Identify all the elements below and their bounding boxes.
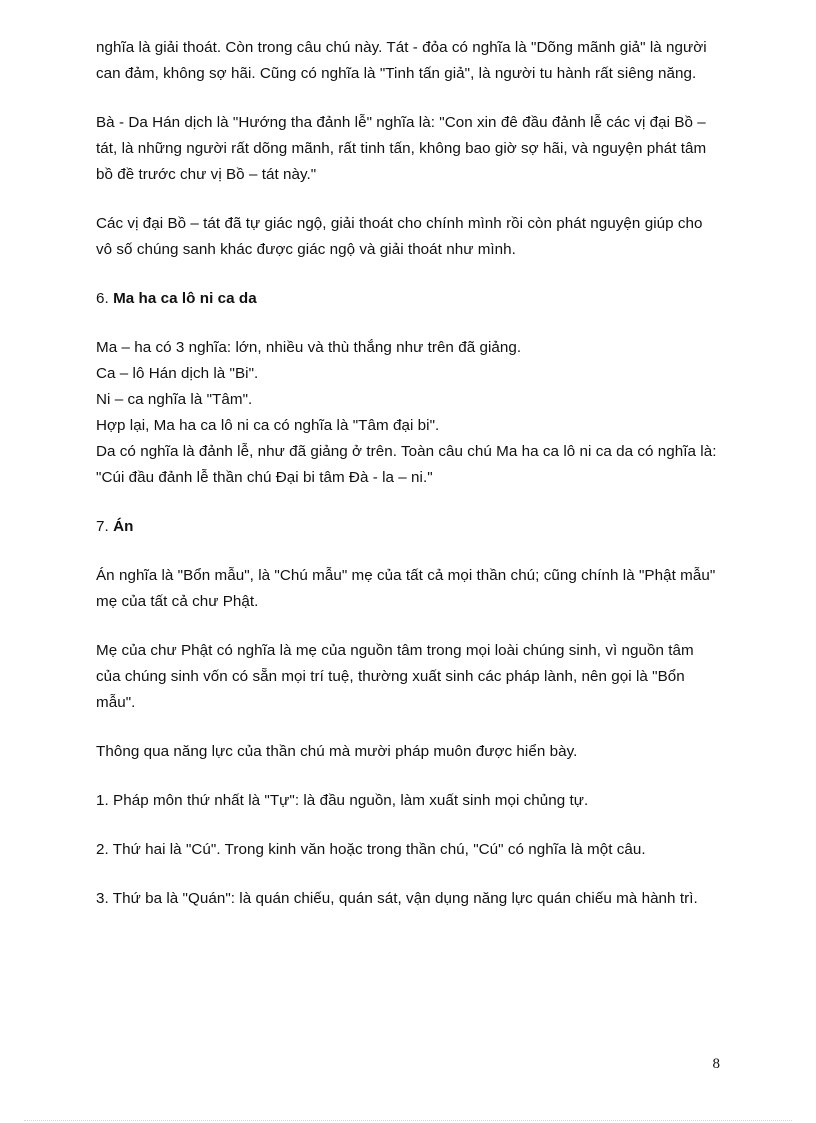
section-6-line: Ma – ha có 3 nghĩa: lớn, nhiều và thù thắng như trên đã giảng. [96,339,522,356]
list-item: 2. Thứ hai là "Cú". Trong kinh văn hoặc trong thần chú, "Cú" có nghĩa là một câu. [96,841,646,858]
section-6-title: Ma ha ca lô ni ca da [113,290,257,307]
list-item: 3. Thứ ba là "Quán": là quán chiếu, quán sát, vận dụng năng lực quán chiếu mà hành trì. [96,890,698,907]
section-7-number: 7. [96,518,109,535]
section-6-line: Ni – ca nghĩa là "Tâm". [96,391,253,408]
document-page [96,35,720,935]
page-number: 8 [712,1056,720,1072]
page-bottom-divider [24,1120,792,1121]
paragraph-thong-qua: Thông qua năng lực của thần chú mà mười pháp muôn được hiển bày. [96,743,578,760]
section-6-heading [96,286,720,312]
paragraph-an-nghia: Án nghĩa là "Bổn mẫu", là "Chú mẫu" mẹ của tất cả mọi thần chú; cũng chính là "Phật mẫu" mẹ của tất cả chư Phật. [96,567,716,610]
section-6-line: Da có nghĩa là đảnh lễ, như đã giảng ở trên. Toàn câu chú Ma ha ca lô ni ca da có nghĩa là: "Cúi đầu đảnh lễ thần chú Đại bi tâm Đà - la – ni." [96,443,717,486]
section-6-number: 6. [96,290,109,307]
paragraph-bo-tat: Các vị đại Bồ – tát đã tự giác ngộ, giải thoát cho chính mình rồi còn phát nguyện giúp cho vô số chúng sanh khác được giác ngộ và giải thoát như mình. [96,215,703,258]
list-item: 1. Pháp môn thứ nhất là "Tự": là đầu nguồn, làm xuất sinh mọi chủng tự. [96,792,589,809]
paragraph-me-chu-phat: Mẹ của chư Phật có nghĩa là mẹ của nguồn tâm trong mọi loài chúng sinh, vì nguồn tâm của chúng sinh vốn có sẵn mọi trí tuệ, thường xuất sinh các pháp lành, nên gọi là "Bổn mẫu". [96,642,694,711]
paragraph-ba-da: Bà - Da Hán dịch là "Hướng tha đảnh lễ" nghĩa là: "Con xin đê đầu đảnh lễ các vị đại Bồ – tát, là những người rất dõng mãnh, rất tinh tấn, không bao giờ sợ hãi, và nguyện phát tâm bồ đề trước chư vị Bồ – tát này." [96,114,707,183]
section-6-line: Hợp lại, Ma ha ca lô ni ca có nghĩa là "Tâm đại bi". [96,417,440,434]
paragraph-tat-doa: nghĩa là giải thoát. Còn trong câu chú này. Tát - đỏa có nghĩa là "Dõng mãnh giả" là người can đảm, không sợ hãi. Cũng có nghĩa là "Tinh tấn giả", là người tu hành rất siêng năng. [96,39,707,82]
section-7-heading [96,514,720,540]
section-7-title: Án [113,518,134,535]
section-6-line: Ca – lô Hán dịch là "Bi". [96,365,259,382]
